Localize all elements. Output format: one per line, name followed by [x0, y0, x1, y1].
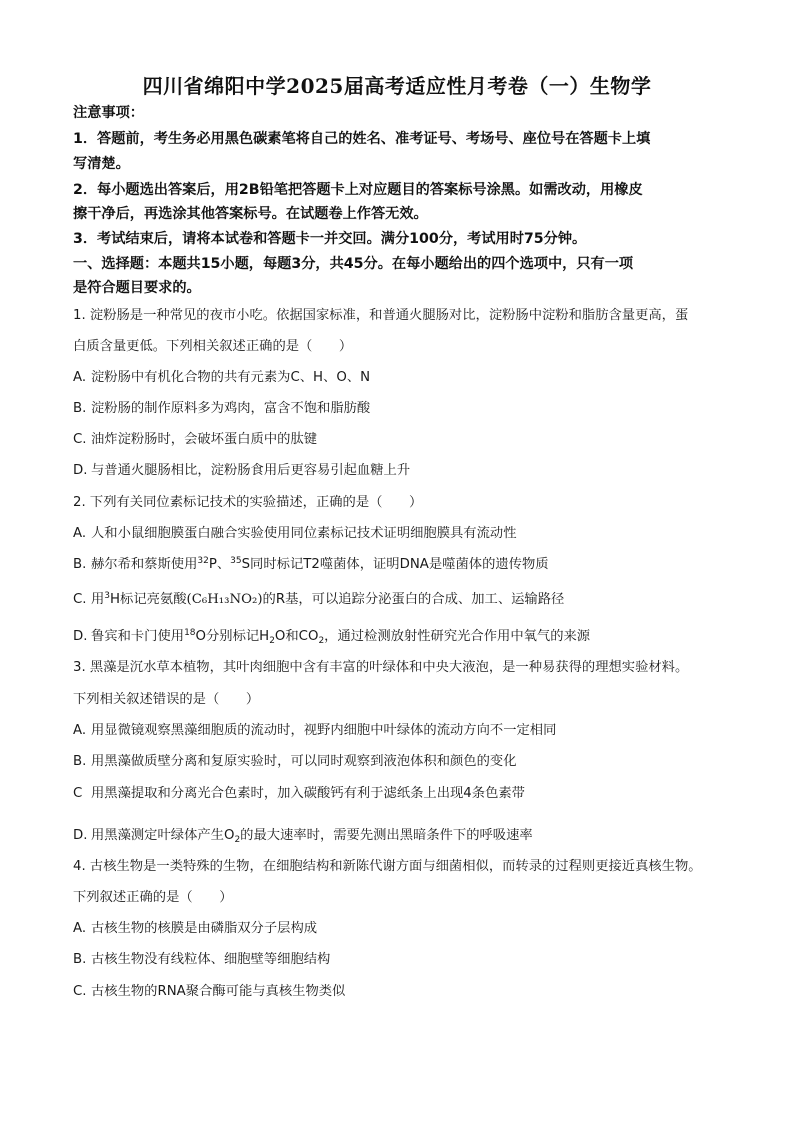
option-letter: B.: [73, 557, 87, 572]
isotope-superscript: 32: [197, 556, 209, 566]
isotope-superscript: 18: [184, 628, 196, 638]
option-item: [73, 784, 733, 804]
option-text: 用黑藻测定叶绿体产生O: [91, 828, 235, 843]
notice-item: 1．答题前，考生务必用黑色碳素笔将自己的姓名、准考证号、考场号、座位号在答题卡上填: [73, 131, 651, 147]
option-letter: A.: [73, 723, 87, 738]
option-text: 古核生物的核膜是由磷脂双分子层构成: [91, 921, 318, 936]
question-stem: 下列叙述正确的是（ ）: [73, 890, 233, 905]
option-text: ，通过检测放射性研究光合作用中氧气的来源: [324, 629, 591, 644]
option-text: O和CO: [274, 629, 319, 644]
question-stem: 3. 黑藻是沉水草本植物，其叶肉细胞中含有丰富的叶绿体和中央大液泡，是一种易获得的理想实验材料。: [73, 660, 689, 675]
option-letter: C.: [73, 432, 87, 447]
option-letter: A.: [73, 526, 87, 541]
formula-subscript: 2: [234, 835, 241, 845]
option-letter: B.: [73, 754, 87, 769]
option-text: 古核生物的RNA聚合酶可能与真核生物类似: [91, 984, 346, 999]
notice-item: 擦干净后，再选涂其他答案标号。在试题卷上作答无效。: [73, 206, 428, 222]
exam-title: 四川省绵阳中学2025届高考适应性月考卷（一）生物学: [142, 74, 652, 98]
section-heading: 一、选择题：本题共15小题，每题3分，共45分。在每小题给出的四个选项中，只有一项: [73, 256, 634, 272]
option-letter: C.: [73, 984, 87, 999]
option-letter: C.: [73, 592, 87, 607]
question-stem: 白质含量更低。下列相关叙述正确的是（ ）: [73, 339, 353, 354]
option-letter: D.: [73, 828, 88, 843]
option-text: P、: [208, 557, 231, 572]
option-item: [73, 524, 733, 544]
option-letter: D.: [73, 629, 88, 644]
option-text: S同时标记T2噬菌体，证明DNA是噬菌体的遗传物质: [241, 557, 549, 572]
question-stem: 下列相关叙述错误的是（ ）: [73, 692, 260, 707]
option-text: H标记亮氨酸: [110, 592, 187, 607]
option-letter: A.: [73, 921, 87, 936]
option-item: [73, 555, 733, 575]
option-text: O分别标记H: [195, 629, 270, 644]
option-text: 人和小鼠细胞膜蛋白融合实验使用同位素标记技术证明细胞膜具有流动性: [91, 526, 517, 541]
option-text: 用: [91, 592, 105, 607]
formula-subscript: 2: [269, 636, 275, 646]
option-item: [73, 982, 733, 1002]
option-item: [73, 461, 733, 481]
notice-item: 3．考试结束后，请将本试卷和答题卡一并交回。满分100分，考试用时75分钟。: [73, 231, 587, 247]
option-item: [73, 950, 733, 970]
section-heading: 是符合题目要求的。: [73, 280, 201, 296]
option-item: [73, 919, 733, 939]
option-text: 淀粉肠中有机化合物的共有元素为C、H、O、N: [91, 370, 371, 385]
option-text: 赫尔希和蔡斯使用: [91, 557, 198, 572]
option-item: [73, 590, 733, 610]
option-text: 用黑藻做质壁分离和复原实验时，可以同时观察到液泡体积和颜色的变化: [91, 754, 517, 769]
option-text: 与普通火腿肠相比，淀粉肠食用后更容易引起血糖上升: [91, 463, 411, 478]
option-item: [73, 721, 733, 741]
formula-subscript: 2: [318, 636, 325, 646]
option-letter: B.: [73, 952, 87, 967]
option-text: 的最大速率时，需要先测出黑暗条件下的呼吸速率: [240, 828, 533, 843]
option-letter: B.: [73, 401, 87, 416]
chemical-formula: (C₆H₁₃NO₂): [186, 592, 263, 607]
option-letter: D.: [73, 463, 88, 478]
isotope-superscript: 35: [230, 556, 242, 566]
option-text: 的R基，可以追踪分泌蛋白的合成、加工、运输路径: [262, 592, 565, 607]
option-text: 用黑藻提取和分离光合色素时，加入碳酸钙有利于滤纸条上出现4条色素带: [91, 786, 525, 801]
option-item: [73, 399, 733, 419]
option-item: [73, 826, 733, 846]
option-item: [73, 430, 733, 450]
option-letter: A.: [73, 370, 87, 385]
option-text: 用显微镜观察黑藻细胞质的流动时，视野内细胞中叶绿体的流动方向不一定相同: [91, 723, 557, 738]
question-stem: 4. 古核生物是一类特殊的生物，在细胞结构和新陈代谢方面与细菌相似，而转录的过程则更接近真核生物。: [73, 859, 702, 874]
option-item: [73, 368, 733, 388]
option-text: 淀粉肠的制作原料多为鸡肉，富含不饱和脂肪酸: [91, 401, 371, 416]
option-item: [73, 752, 733, 772]
option-text: 古核生物没有线粒体、细胞壁等细胞结构: [91, 952, 331, 967]
question-stem: 1. 淀粉肠是一种常见的夜市小吃。依据国家标准，和普通火腿肠对比，淀粉肠中淀粉和脂肪含量更高，蛋: [73, 308, 689, 323]
isotope-superscript: 3: [104, 591, 111, 601]
notice-heading: 注意事项：: [73, 105, 144, 121]
option-text: 鲁宾和卡门使用: [91, 629, 185, 644]
notice-item: 写清楚。: [73, 156, 130, 172]
option-text: 油炸淀粉肠时，会破坏蛋白质中的肽键: [91, 432, 318, 447]
option-letter: C: [73, 786, 83, 801]
option-item: [73, 627, 733, 647]
notice-item: 2．每小题选出答案后，用2B铅笔把答题卡上对应题目的答案标号涂黑。如需改动，用橡皮: [73, 182, 643, 198]
question-stem: 2. 下列有关同位素标记技术的实验描述，正确的是（ ）: [73, 495, 423, 510]
